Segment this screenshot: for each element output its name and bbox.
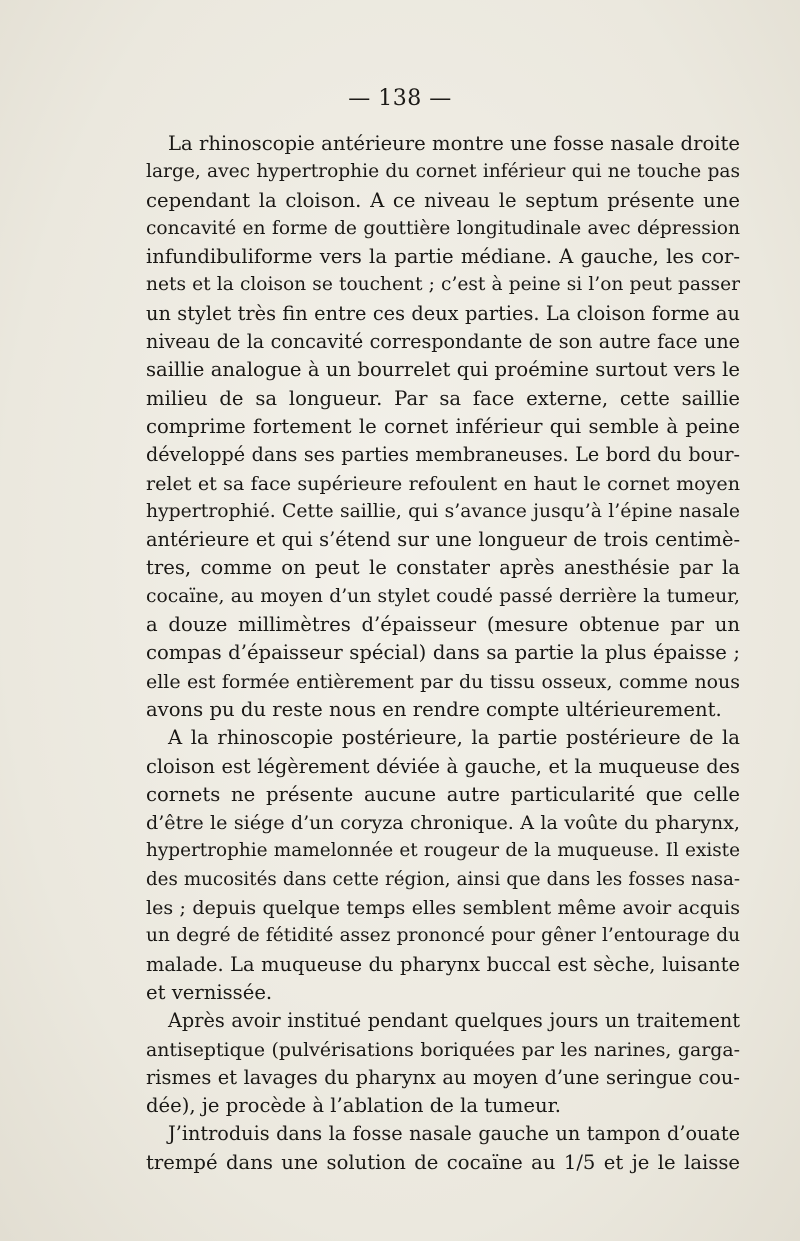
text-line: d’être le siége d’un coryza chronique. A la voûte du pharynx, — [146, 811, 740, 835]
text-line: et vernissée. — [146, 980, 273, 1004]
text-line: elle est formée entièrement par du tissu osseux, comme nous — [146, 670, 740, 693]
text-line: compas d’épaisseur spécial) dans sa partie la plus épaisse ; — [146, 641, 740, 665]
text-line: concavité en forme de gouttière longitudinale avec dépression — [146, 217, 740, 239]
text-line: développé dans ses parties membraneuses. Le bord du bour- — [146, 443, 740, 467]
text-line: des mucosités dans cette région, ainsi que dans les fosses nasa- — [146, 868, 740, 890]
text-line: La rhinoscopie antérieure montre une fosse nasale droite — [168, 132, 740, 155]
text-line: antiseptique (pulvérisations boriquées par les narines, garga- — [146, 1038, 740, 1061]
text-line: cependant la cloison. A ce niveau le septum présente une — [146, 188, 740, 212]
text-line: comprime fortement le cornet inférieur qui semble à peine — [146, 414, 740, 438]
text-line: cornets ne présente aucune autre particularité que celle — [146, 782, 740, 806]
text-line: niveau de la concavité correspondante de son autre face une — [146, 330, 740, 354]
text-line: Après avoir institué pendant quelques jours un traitement — [168, 1009, 740, 1033]
page-number: — 138 — — [348, 86, 452, 111]
paragraph — [146, 1007, 740, 1120]
text-line: saillie analogue à un bourrelet qui proémine surtout vers le — [146, 358, 740, 382]
text-line: relet et sa face supérieure refoulent en haut le cornet moyen — [146, 472, 740, 495]
text-line: hypertrophié. Cette saillie, qui s’avance jusqu’à l’épine nasale — [146, 500, 740, 522]
text-line: rismes et lavages du pharynx au moyen d’une seringue cou- — [146, 1065, 740, 1089]
text-line: tres, comme on peut le constater après anesthésie par la — [146, 556, 740, 580]
text-line: cloison est légèrement déviée à gauche, et la muqueuse des — [146, 754, 740, 778]
text-line: malade. La muqueuse du pharynx buccal est sèche, luisante — [146, 952, 740, 976]
text-line: J’introduis dans la fosse nasale gauche un tampon d’ouate — [168, 1122, 740, 1146]
paragraph — [146, 1120, 740, 1177]
text-line: infundibuliforme vers la partie médiane. A gauche, les cor- — [146, 245, 740, 269]
text-line: un degré de fétidité assez prononcé pour gêner l’entourage du — [146, 925, 740, 947]
text-line: nets et la cloison se touchent ; c’est à peine si l’on peut passer — [146, 274, 740, 296]
text-line: A la rhinoscopie postérieure, la partie postérieure de la — [168, 726, 740, 750]
text-line: trempé dans une solution de cocaïne au 1/5 et je le laisse — [146, 1150, 740, 1174]
text-line: antérieure et qui s’étend sur une longueur de trois centimè- — [146, 528, 740, 552]
text-line: dée), je procède à l’ablation de la tumeur. — [146, 1094, 562, 1118]
text-line: les ; depuis quelque temps elles semblent même avoir acquis — [146, 897, 740, 920]
text-line: cocaïne, au moyen d’un stylet coudé passé derrière la tumeur, — [146, 585, 740, 607]
text-line: milieu de sa longueur. Par sa face externe, cette saillie — [146, 386, 740, 410]
paragraph — [146, 130, 740, 724]
text-line: hypertrophie mamelonnée et rougeur de la muqueuse. Il existe — [146, 840, 740, 862]
body-text — [146, 130, 740, 1177]
paragraph — [146, 724, 740, 1007]
text-line: large, avec hypertrophie du cornet inférieur qui ne touche pas — [146, 161, 740, 183]
text-line: a douze millimètres d’épaisseur (mesure obtenue par un — [146, 613, 740, 637]
text-line: un stylet très fin entre ces deux parties. La cloison forme au — [146, 301, 740, 325]
text-line: avons pu du reste nous en rendre compte ultérieurement. — [146, 697, 722, 721]
